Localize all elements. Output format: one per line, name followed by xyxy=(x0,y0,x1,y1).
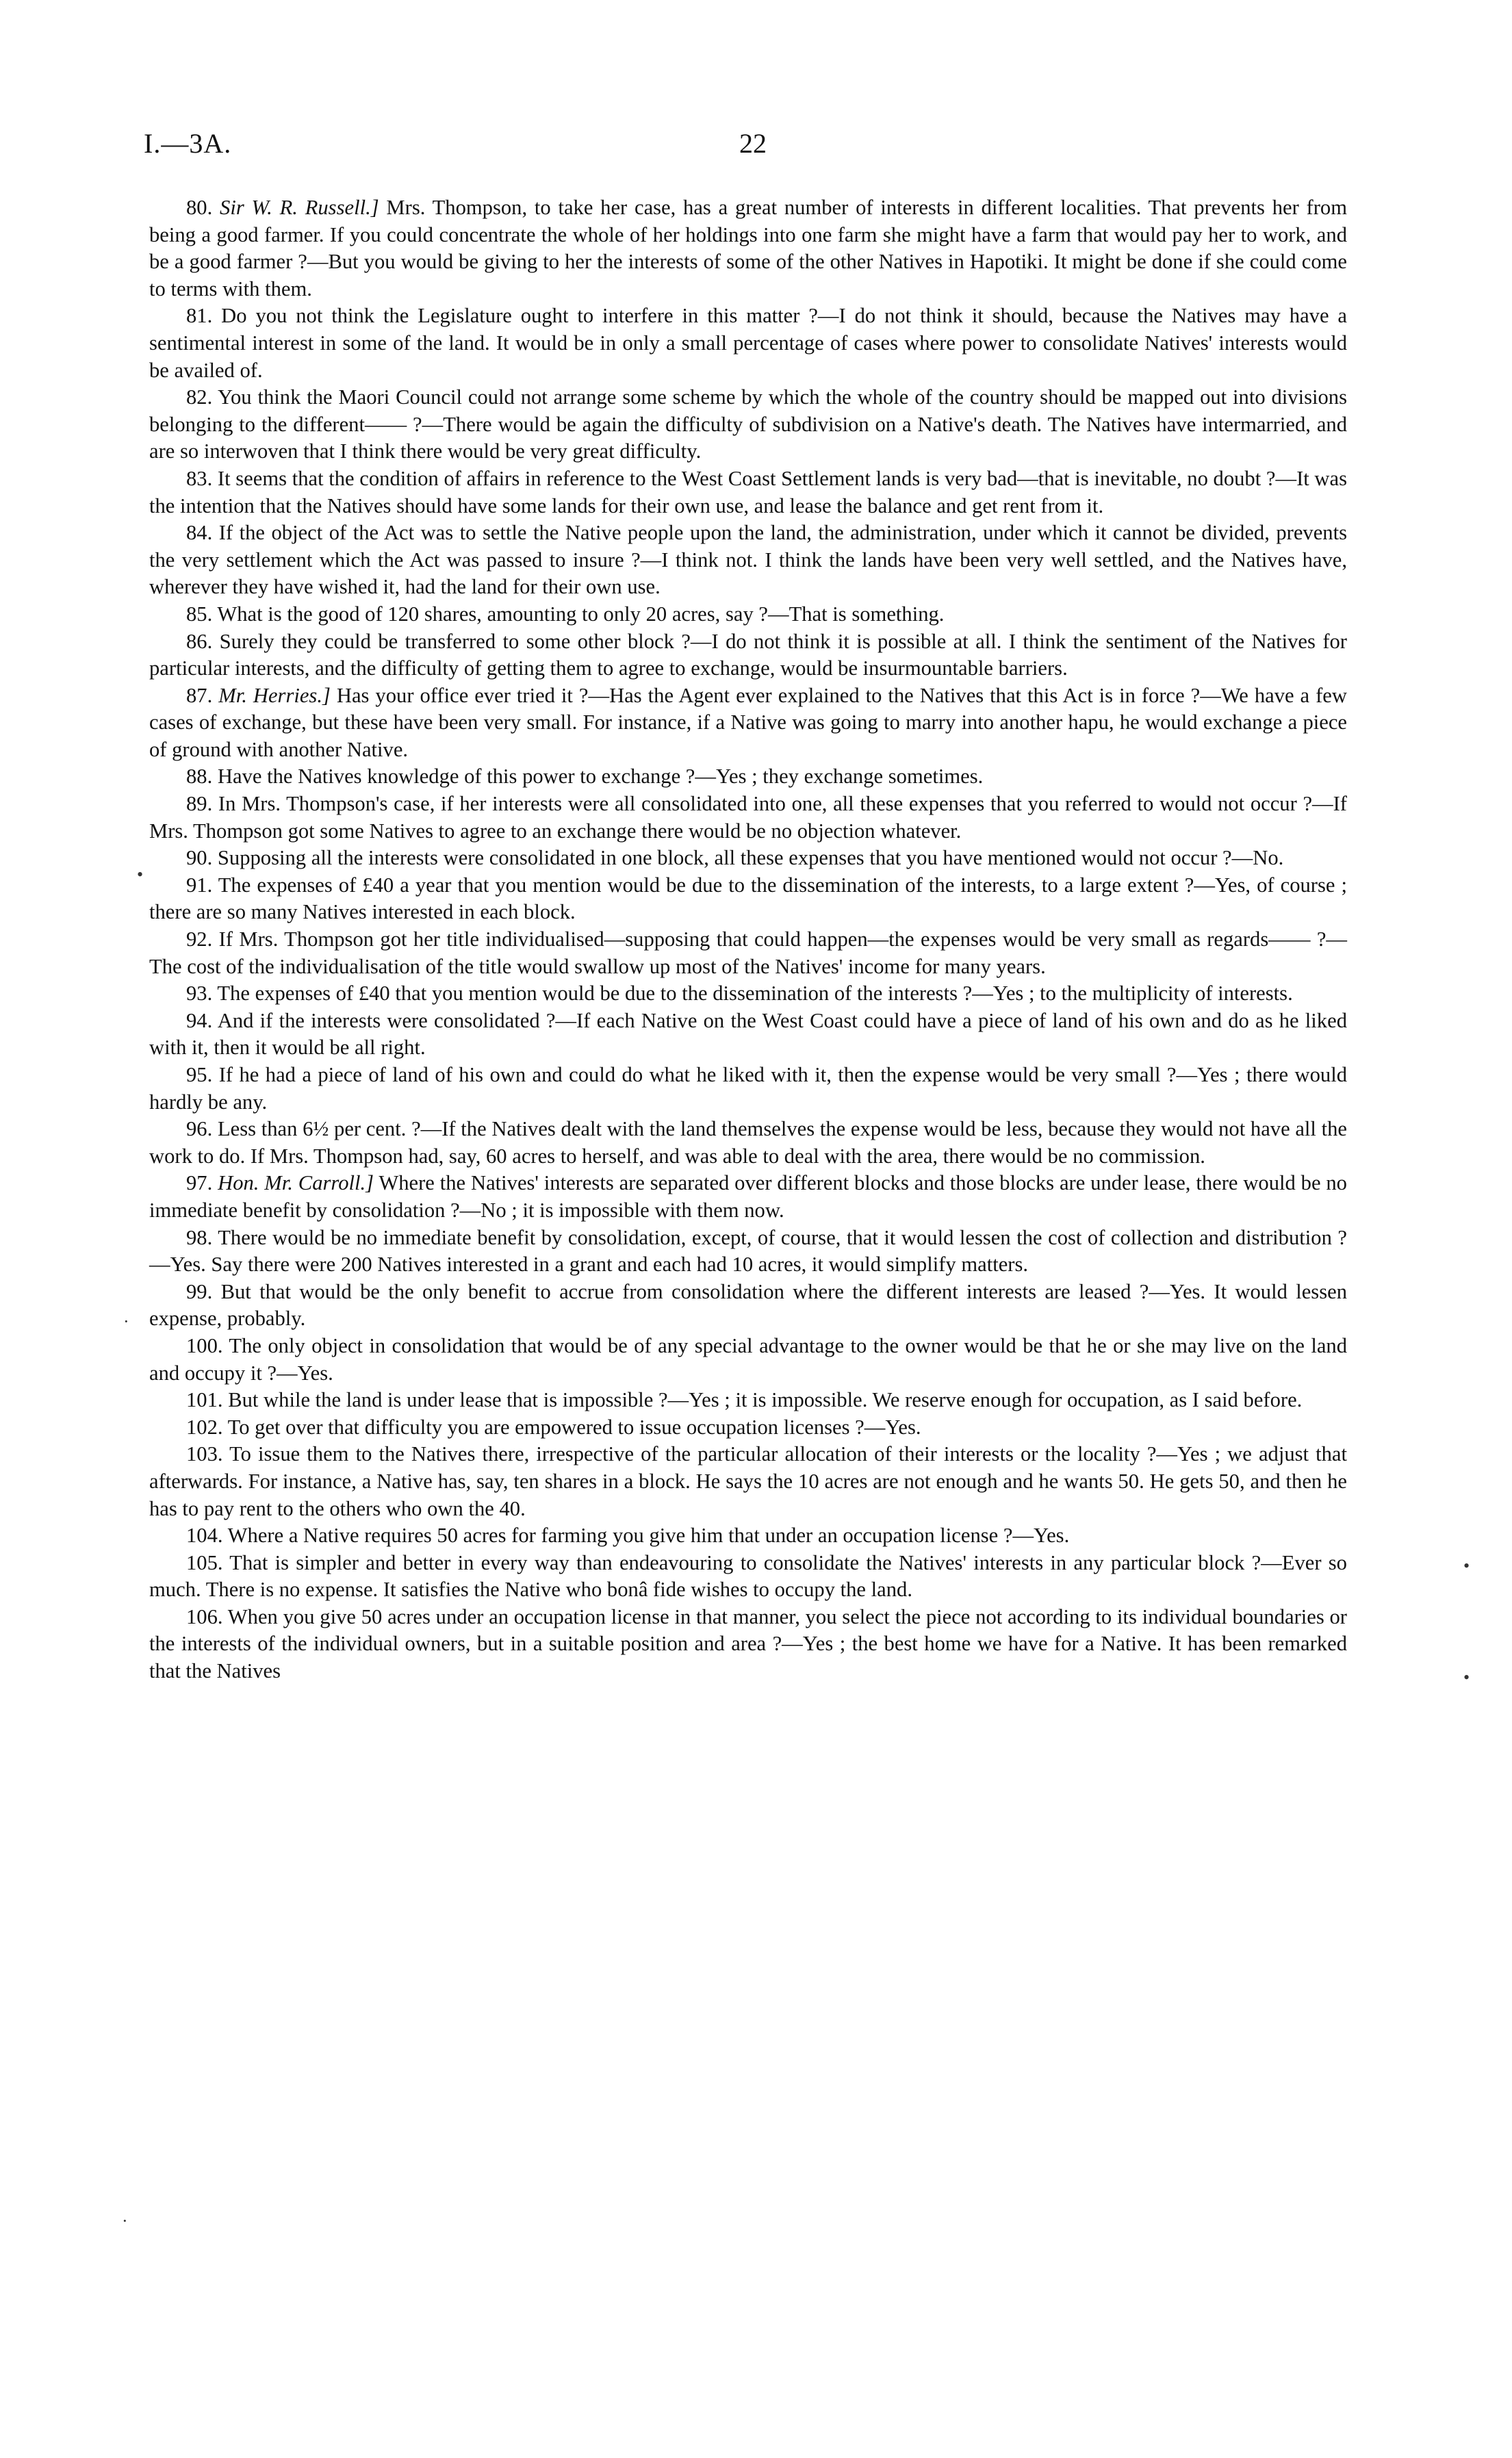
question-paragraph xyxy=(149,1170,1347,1224)
question-number: 86. xyxy=(186,629,213,653)
question-number: 81. xyxy=(186,304,213,328)
question-text: It seems that the condition of affairs in reference to the West Coast Settlement lands is very bad—that is inevitable, no doubt ?—It was the intention that the Natives should have some lands for their own use, and lease the balance and get rent from it. xyxy=(149,466,1347,517)
question-number: 91. xyxy=(186,873,213,897)
question-text: In Mrs. Thompson's case, if her interests were all consolidated into one, all these expenses that you referred to would not occur ?—If Mrs. Thompson got some Natives to agree to an exchange there would be no objection whatever. xyxy=(149,792,1347,843)
question-text: The only object in consolidation that would be of any special advantage to the owner would be that he or she may live on the land and occupy it ?—Yes. xyxy=(149,1333,1347,1385)
question-number: 92. xyxy=(186,927,213,951)
question-number: 89. xyxy=(186,792,213,816)
question-number: 102. xyxy=(186,1415,223,1439)
question-paragraph xyxy=(149,1333,1347,1387)
speaker-name: Hon. Mr. Carroll.] xyxy=(218,1171,374,1195)
question-paragraph xyxy=(149,791,1347,845)
question-text: And if the interests were consolidated ?—If each Native on the West Coast could have a piece of land of his own and do as he liked with it, then it would be all right. xyxy=(149,1008,1347,1060)
question-number: 95. xyxy=(186,1063,213,1086)
question-text: But that would be the only benefit to accrue from consolidation where the different interests are leased ?—Yes. It would lessen expense, probably. xyxy=(149,1279,1347,1331)
question-number: 103. xyxy=(186,1442,223,1466)
question-number: 96. xyxy=(186,1117,213,1141)
question-paragraph xyxy=(149,763,1347,791)
question-text: Have the Natives knowledge of this power to exchange ?—Yes ; they exchange sometimes. xyxy=(217,765,984,789)
page-number: 22 xyxy=(739,128,767,159)
question-number: 88. xyxy=(186,765,213,789)
question-number: 84. xyxy=(186,521,213,545)
question-text: Supposing all the interests were consolidated in one block, all these expenses that you have mentioned would not occur ?—No. xyxy=(217,846,1284,870)
margin-mark: • xyxy=(137,865,144,884)
question-text: Do you not think the Legislature ought to interfere in this matter ?—I do not think it should, because the Natives may have a sentimental interest in some of the land. It would be in only a small percentage of cases where power to consolidate Natives' interests would be availed of. xyxy=(149,304,1347,382)
question-number: 99. xyxy=(186,1279,213,1303)
question-text: Less than 6½ per cent. ?—If the Natives dealt with the land themselves the expense would be less, because they would not have all the work to do. If Mrs. Thompson had, say, 60 acres to herself, and was able to deal with the area, there would be no commission. xyxy=(149,1117,1348,1168)
question-paragraph xyxy=(149,1279,1347,1333)
question-text: That is simpler and better in every way than endeavouring to consolidate the Natives' interests in any particular block ?—Ever so much. There is no expense. It satisfies the Native who bonâ fide wishes to occupy the land. xyxy=(149,1550,1347,1602)
question-text: The expenses of £40 a year that you mention would be due to the dissemination of the interests, to a large extent ?—Yes, of course ; there are so many Natives interested in each block. xyxy=(149,873,1347,924)
question-paragraph xyxy=(149,303,1347,384)
question-text: You think the Maori Council could not arrange some scheme by which the whole of the country should be mapped out into divisions belonging to the different—— ?—There would be again the difficulty of subdivision on a Native's death. The Natives have intermarried, and are so interwoven that I think there would be very great difficulty. xyxy=(149,385,1347,463)
question-paragraph xyxy=(149,1604,1347,1685)
page-header xyxy=(144,127,1348,168)
question-number: 82. xyxy=(186,385,213,409)
question-paragraph xyxy=(149,845,1347,872)
question-paragraph xyxy=(149,1550,1347,1604)
question-paragraph xyxy=(149,1116,1347,1170)
question-paragraph xyxy=(149,1387,1347,1414)
margin-mark: · xyxy=(123,1311,129,1331)
question-paragraph xyxy=(149,1441,1347,1522)
question-text: Surely they could be transferred to some other block ?—I do not think it is possible at all. I think the sentiment of the Natives for particular interests, and the difficulty of getting them to agree to exchange, would be insurmountable barriers. xyxy=(149,629,1347,680)
question-text: If he had a piece of land of his own and could do what he liked with it, then the expense would be very small ?—Yes ; there would hardly be any. xyxy=(149,1063,1347,1114)
question-text: To issue them to the Natives there, irrespective of the particular allocation of their interests or the locality ?—Yes ; we adjust that afterwards. For instance, a Native has, say, ten shares in a block. He says the 10 acres are not enough and he wants 50. He gets 50, and then he has to pay rent to the others who own the 40. xyxy=(149,1442,1347,1520)
question-text: What is the good of 120 shares, amounting to only 20 acres, say ?—That is something. xyxy=(217,602,945,626)
minutes-body xyxy=(149,194,1347,1685)
question-text: The expenses of £40 that you mention would be due to the dissemination of the interests ?—Yes ; to the multiplicity of interests. xyxy=(217,982,1293,1006)
question-number: 83. xyxy=(186,466,213,490)
question-number: 104. xyxy=(186,1524,223,1548)
question-text: But while the land is under lease that is impossible ?—Yes ; it is impossible. We reserve enough for occupation, as I said before. xyxy=(228,1388,1303,1412)
question-paragraph xyxy=(149,194,1347,303)
question-number: 105. xyxy=(186,1550,223,1574)
question-text: Where a Native requires 50 acres for farming you give him that under an occupation license ?—Yes. xyxy=(227,1524,1070,1548)
question-text: Has your office ever tried it ?—Has the Agent ever explained to the Natives that this Act is in force ?—We have a few cases of exchange, but these have been very small. For instance, if a Native was going to marry into another hapu, he would exchange a piece of ground with another Native. xyxy=(149,683,1347,761)
question-text: To get over that difficulty you are empowered to issue occupation licenses ?—Yes. xyxy=(227,1415,921,1439)
question-paragraph xyxy=(149,1414,1347,1442)
question-number: 106. xyxy=(186,1604,223,1628)
question-paragraph xyxy=(149,520,1347,601)
question-number: 85. xyxy=(186,602,213,626)
question-text: If the object of the Act was to settle the Native people upon the land, the administration, under which it cannot be divided, prevents the very settlement which the Act was passed to insure ?—I think not. I think the lands have been very well settled, and the Natives have, wherever they have wished it, had the land for their own use. xyxy=(149,521,1347,599)
question-text: If Mrs. Thompson got her title individualised—supposing that could happen—the expenses would be very small as regards—— ?—The cost of the individualisation of the title would swallow up most of the Natives' income for many years. xyxy=(149,927,1347,978)
question-number: 90. xyxy=(186,846,213,870)
speaker-name: Mr. Herries.] xyxy=(218,683,331,707)
document-reference: I.—3A. xyxy=(144,128,232,159)
question-paragraph xyxy=(149,465,1347,520)
speaker-name: Sir W. R. Russell.] xyxy=(220,196,379,219)
question-paragraph xyxy=(149,872,1347,926)
margin-mark: • xyxy=(1463,1667,1470,1687)
question-number: 97. xyxy=(186,1171,213,1195)
question-paragraph xyxy=(149,980,1347,1008)
question-number: 80. xyxy=(186,196,213,219)
question-number: 87. xyxy=(186,683,213,707)
question-number: 94. xyxy=(186,1008,213,1032)
question-text: Where the Natives' interests are separated over different blocks and those blocks are under lease, there would be no immediate benefit by consolidation ?—No ; it is impossible with them now. xyxy=(149,1171,1347,1222)
question-text: When you give 50 acres under an occupation license in that manner, you select the piece not according to its individual boundaries or the interests of the individual owners, but in a suitable position and area ?—Yes ; the best home we have for a Native. It has been remarked that the Natives xyxy=(149,1604,1347,1683)
question-paragraph xyxy=(149,926,1347,980)
question-paragraph xyxy=(149,1225,1347,1279)
question-paragraph xyxy=(149,1062,1347,1116)
question-paragraph xyxy=(149,1008,1347,1062)
question-paragraph xyxy=(149,628,1347,682)
margin-mark: • xyxy=(1463,1556,1470,1576)
question-paragraph xyxy=(149,384,1347,465)
question-paragraph xyxy=(149,1522,1347,1550)
question-number: 101. xyxy=(186,1388,223,1412)
question-number: 98. xyxy=(186,1225,213,1249)
question-paragraph xyxy=(149,601,1347,628)
question-number: 100. xyxy=(186,1333,223,1357)
question-text: Mrs. Thompson, to take her case, has a great number of interests in different localities. That prevents her from being a good farmer. If you could concentrate the whole of her holdings into one farm she might have a farm that would pay her to work, and be a good farmer ?—But you would be giving to her the interests of some of the other Natives in Hapotiki. It might be done if she could come to terms with them. xyxy=(149,196,1347,300)
margin-mark: · xyxy=(122,2211,128,2231)
question-text: There would be no immediate benefit by consolidation, except, of course, that it would lessen the cost of collection and distribution ?—Yes. Say there were 200 Natives interested in a grant and each had 10 acres, it would simplify matters. xyxy=(149,1225,1347,1277)
question-paragraph xyxy=(149,682,1347,764)
question-number: 93. xyxy=(186,982,213,1006)
